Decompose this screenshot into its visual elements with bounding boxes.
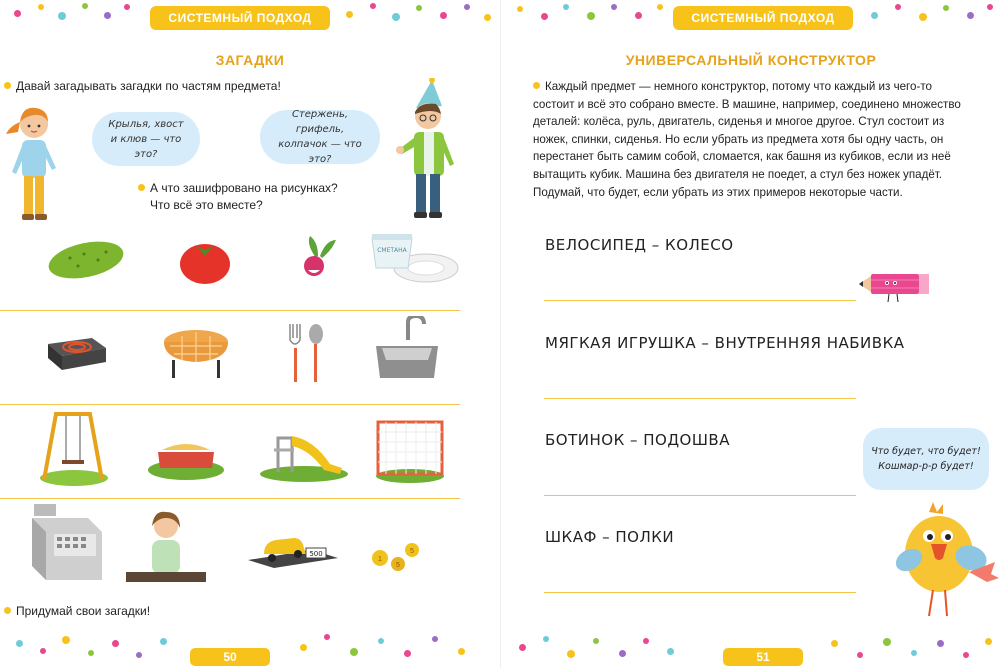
section-header: СИСТЕМНЫЙ ПОДХОД [673, 6, 853, 30]
outro-text: Придумай свои загадки! [4, 603, 150, 620]
page-title: ЗАГАДКИ [215, 52, 285, 68]
pair-4: ШКАФ – ПОЛКИ [545, 528, 675, 546]
sour-cream-icon [368, 228, 462, 286]
row-separator [0, 498, 460, 499]
tomato-icon [178, 236, 232, 286]
hot-plate-icon [44, 330, 110, 374]
row-separator [0, 404, 460, 405]
sink-icon [372, 316, 442, 382]
goal-icon [374, 418, 446, 484]
section-header: СИСТЕМНЫЙ ПОДХОД [150, 6, 330, 30]
riddle-2-line-2: колпачок — что это? [278, 139, 362, 165]
intro-text: Давай загадывать загадки по частям предмета! [4, 78, 281, 95]
girl-illustration [4, 100, 70, 230]
answer-line-1 [544, 300, 856, 301]
bird-character-icon [895, 500, 999, 624]
toy-car-price-icon [246, 530, 342, 572]
bird-speech-bubble [863, 428, 989, 490]
answer-line-2 [544, 398, 856, 399]
radish-icon [296, 234, 342, 282]
page-title: УНИВЕРСАЛЬНЫЙ КОНСТРУКТОР [625, 52, 877, 68]
table-icon [160, 326, 232, 382]
riddle-cloud-2 [260, 110, 380, 164]
fork-spoon-icon [284, 322, 328, 384]
riddle-1-line-2: и клюв — что это? [110, 133, 182, 160]
right-page [500, 0, 1000, 668]
coins-icon [368, 540, 428, 572]
row-separator [0, 310, 460, 311]
body-paragraph: Каждый предмет — немного конструктор, потому что каждый из чего-то состоит и всё это собрано вместе. В машине, например, соединено множество деталей: колёса, руль, двигатель, сиденья и многое другое. Стул состоит из ножек, спинки, сиденья. Но если убрать из предмета хотя бы одну часть, он перестанет быть самим собой, сломается, как башня из кубиков, если из неё вытащить кубик. Машина без двигателя не поедет, а стул без ножек упадёт. Подумай, что будет, если убрать из этих примеров некоторые части. [533, 78, 973, 201]
pair-1: ВЕЛОСИПЕД – КОЛЕСО [545, 236, 734, 254]
answer-line-3 [544, 495, 856, 496]
cashier-icon [122, 506, 208, 586]
riddle-2-line-1: Стержень, грифель, [291, 109, 349, 135]
question-line-1: А что зашифровано на рисунках? [138, 180, 338, 197]
sour-cream-label: СМЕТАНА [377, 247, 407, 254]
page-number: 51 [723, 648, 803, 666]
pair-3: БОТИНОК – ПОДОШВА [545, 431, 730, 449]
riddle-1-line-1: Крылья, хвост [108, 118, 184, 130]
coin-value-2: 5 [396, 562, 400, 569]
pencil-character-icon [857, 268, 933, 304]
cash-register-icon [28, 502, 106, 584]
pair-2: МЯГКАЯ ИГРУШКА – ВНУТРЕННЯЯ НАБИВКА [545, 334, 905, 352]
speech-line-2: Кошмар-р-р будет! [878, 461, 974, 472]
coin-value-3: 5 [410, 548, 414, 555]
cucumber-icon [46, 236, 126, 284]
slide-icon [258, 420, 350, 482]
boy-illustration [392, 78, 464, 220]
page-number: 50 [190, 648, 270, 666]
price-tag: 500 [309, 550, 323, 558]
swing-icon [36, 410, 110, 488]
coin-value-1: 1 [378, 556, 382, 563]
question-line-2: Что всё это вместе? [150, 198, 263, 212]
sandbox-icon [146, 434, 226, 480]
speech-line-1: Что будет, что будет! [871, 446, 981, 457]
answer-line-4 [544, 592, 856, 593]
riddle-cloud-1 [92, 112, 200, 166]
